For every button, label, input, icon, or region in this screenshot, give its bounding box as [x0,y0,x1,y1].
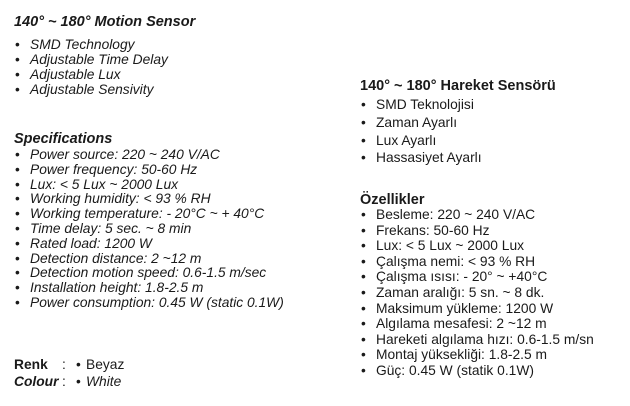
list-item: • Power consumption: 0.45 W (static 0.1W) [14,296,284,311]
list-item: • Lux Ayarlı [360,132,482,150]
list-item: • Hassasiyet Ayarlı [360,149,482,167]
list-item: • Lux: < 5 Lux ~ 2000 Lux [14,178,284,193]
list-item: • Adjustable Lux [14,68,168,83]
turkish-heading: 140° ~ 180° Hareket Sensörü [360,78,556,94]
colour-separator: : [62,374,66,389]
colour-separator: : [62,357,66,372]
english-feature-list [14,38,168,98]
list-item: • Hareketi algılama hızı: 0.6-1.5 m/sn [360,332,594,348]
colour-value-english: White [86,374,122,389]
list-item: • Power frequency: 50-60 Hz [14,163,284,178]
list-item: • Working temperature: - 20°C ~ + 40°C [14,207,284,222]
english-spec-list [14,148,284,311]
list-item: • Frekans: 50-60 Hz [360,223,594,239]
colour-block [14,356,124,390]
list-item: • Güç: 0.45 W (statik 0.1W) [360,363,594,379]
colour-row-turkish [14,356,124,373]
list-item: • Zaman Ayarlı [360,114,482,132]
list-item: • Detection distance: 2 ~12 m [14,252,284,267]
turkish-spec-list [360,207,594,379]
list-item: • Installation height: 1.8-2.5 m [14,281,284,296]
list-item: • Algılama mesafesi: 2 ~12 m [360,316,594,332]
list-item: • Working humidity: < 93 % RH [14,192,284,207]
list-item: • Detection motion speed: 0.6-1.5 m/sec [14,266,284,281]
list-item: • Power source: 220 ~ 240 V/AC [14,148,284,163]
list-item: • Lux: < 5 Lux ~ 2000 Lux [360,238,594,254]
list-item: • Çalışma nemi: < 93 % RH [360,254,594,270]
turkish-spec-heading: Özellikler [360,192,425,208]
list-item: • Zaman aralığı: 5 sn. ~ 8 dk. [360,285,594,301]
colour-label-turkish: Renk [14,357,48,372]
colour-bullet: • [76,357,81,372]
list-item: • SMD Technology [14,38,168,53]
list-item: • Çalışma ısısı: - 20° ~ +40°C [360,269,594,285]
english-spec-heading: Specifications [14,131,113,147]
colour-bullet: • [76,374,81,389]
list-item: • SMD Teknolojisi [360,96,482,114]
colour-row-english [14,373,124,390]
list-item: • Besleme: 220 ~ 240 V/AC [360,207,594,223]
turkish-feature-list [360,96,482,167]
list-item: • Adjustable Sensivity [14,83,168,98]
list-item: • Adjustable Time Delay [14,53,168,68]
list-item: • Rated load: 1200 W [14,237,284,252]
list-item: • Maksimum yükleme: 1200 W [360,301,594,317]
colour-value-turkish: Beyaz [86,357,125,372]
colour-label-english: Colour [14,374,59,389]
list-item: • Montaj yüksekliği: 1.8-2.5 m [360,347,594,363]
list-item: • Time delay: 5 sec. ~ 8 min [14,222,284,237]
english-heading: 140° ~ 180° Motion Sensor [14,14,196,30]
